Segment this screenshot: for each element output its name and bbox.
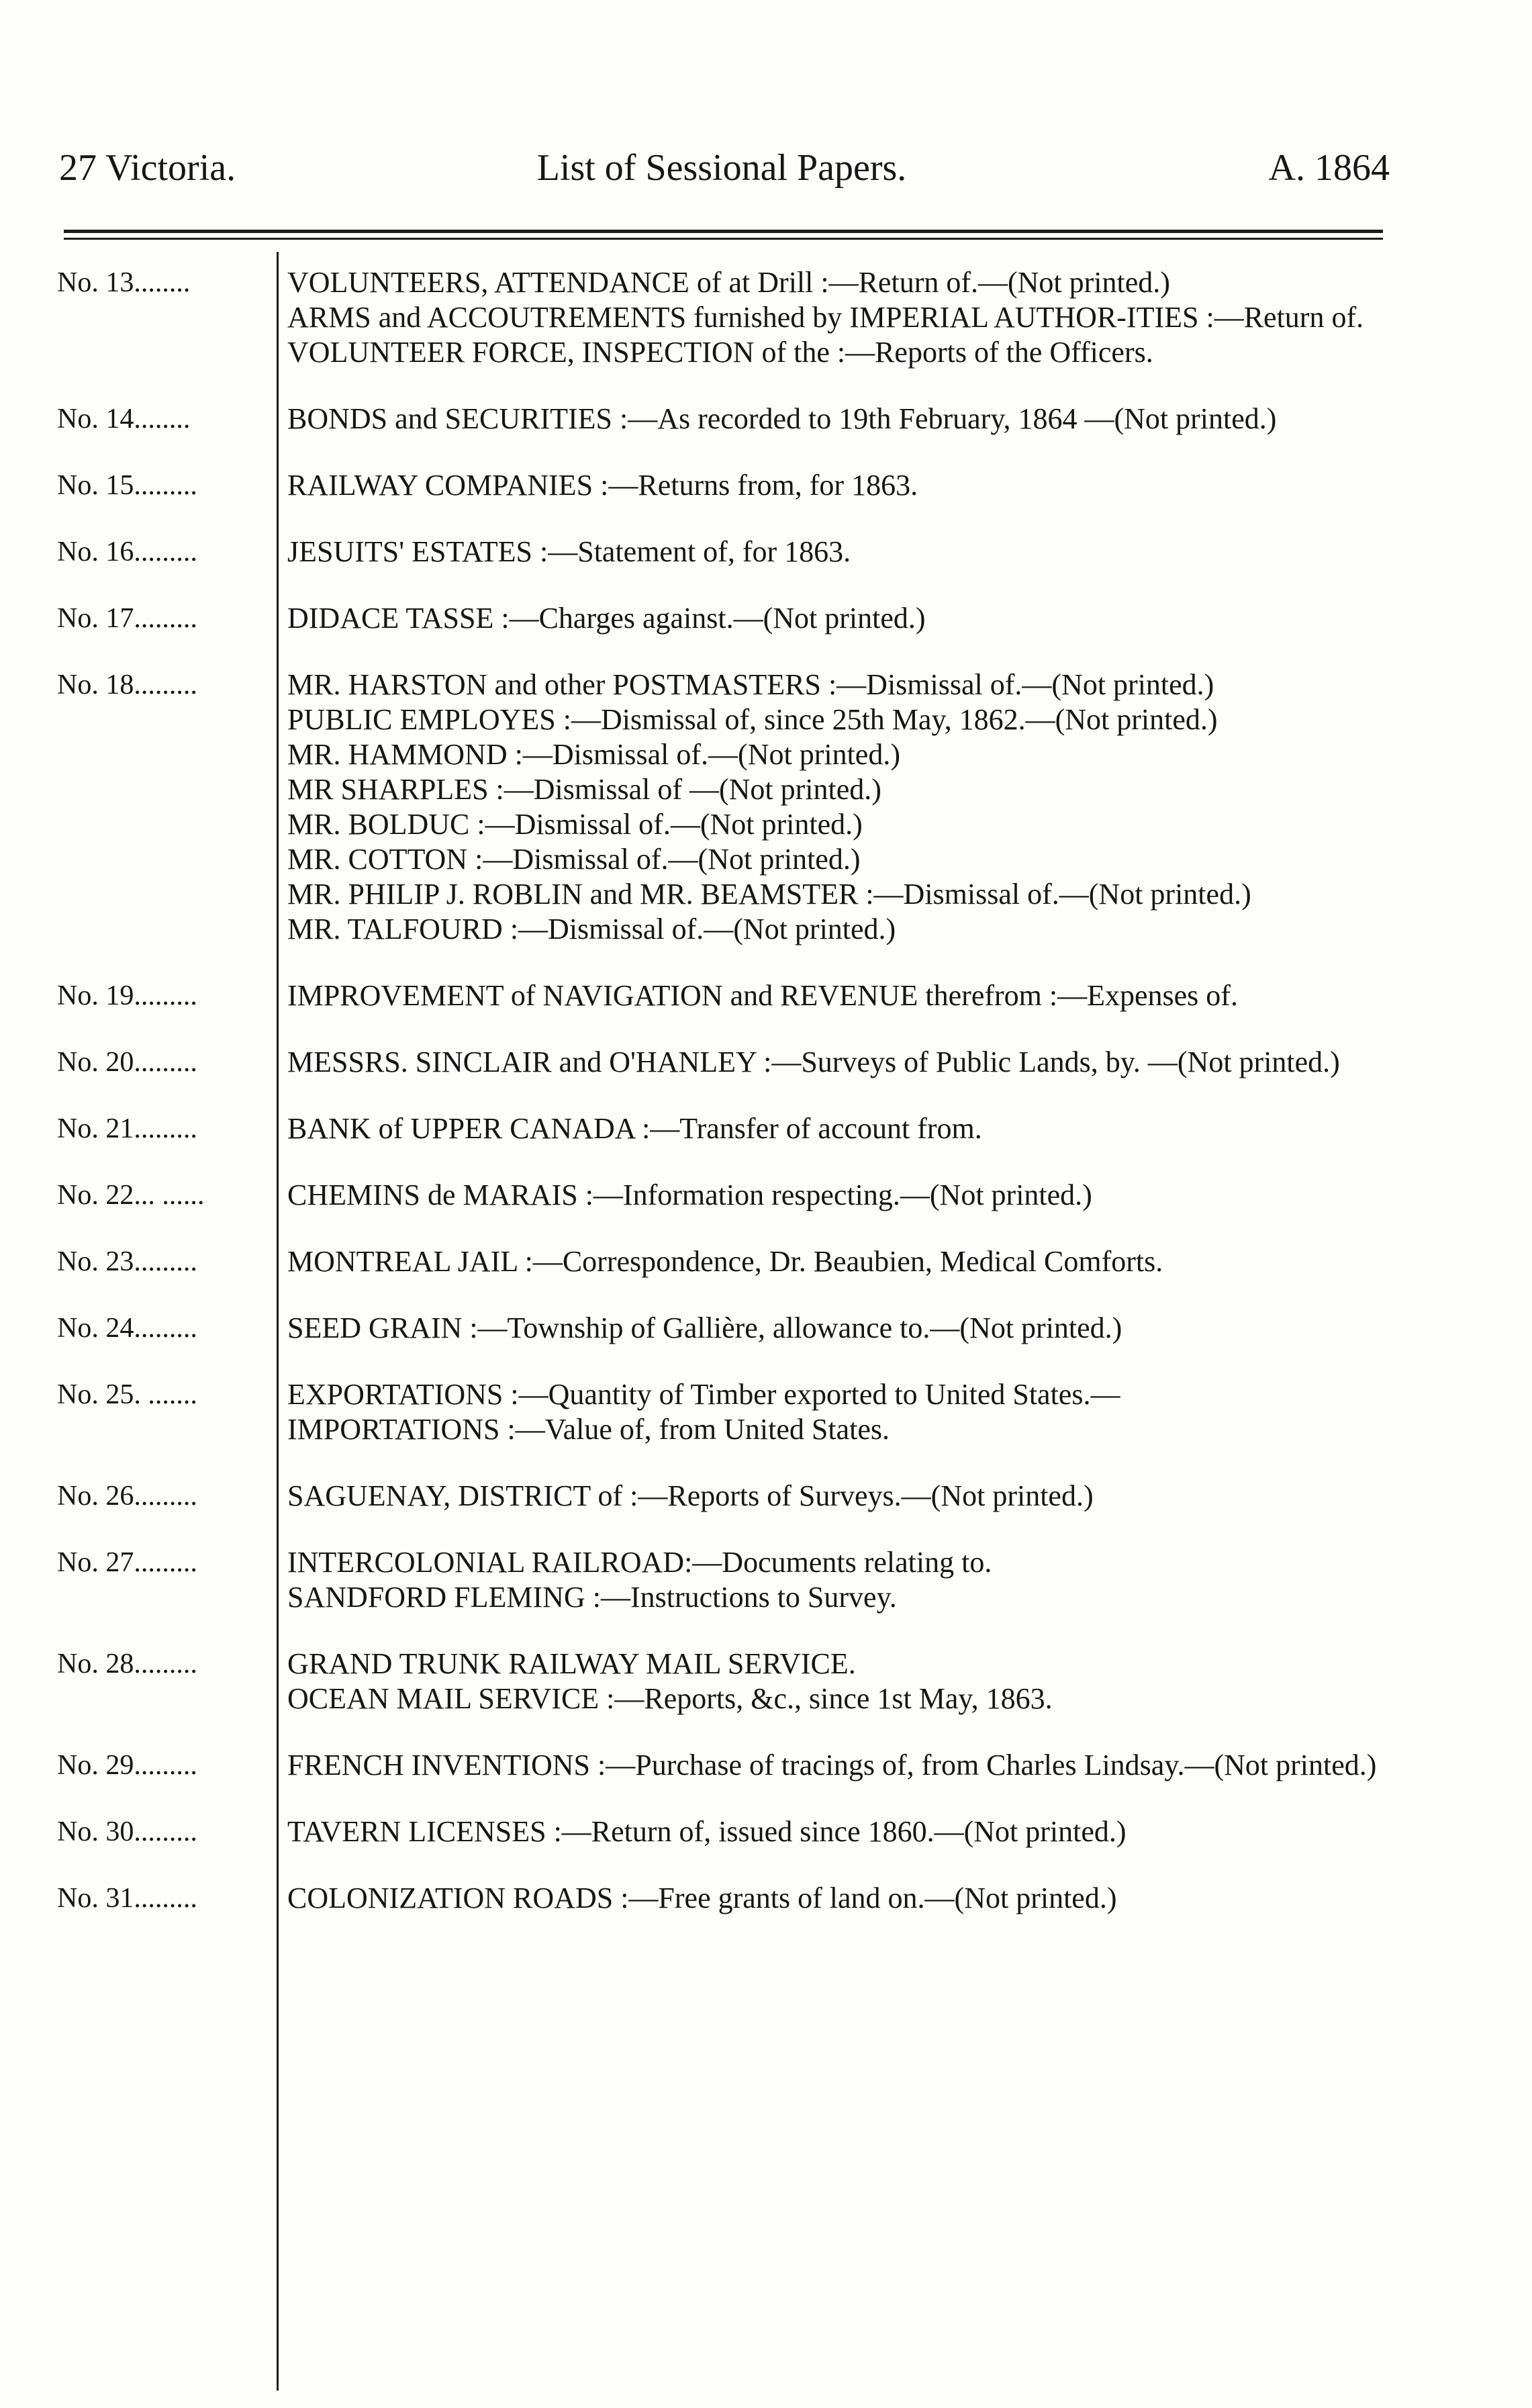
paper-item: PUBLIC EMPLOYES :—Dismissal of, since 25th May, 1862.—(Not printed.) — [287, 703, 1218, 736]
paper-item: MR. PHILIP J. ROBLIN and MR. BEAMSTER :—Dismissal of.—(Not printed.) — [287, 878, 1251, 911]
paper-number: No. 18......... — [57, 669, 197, 700]
paper-description — [287, 535, 1398, 569]
paper-number: No. 28......... — [57, 1649, 197, 1679]
paper-number: No. 14........ — [57, 404, 191, 434]
paper-item: VOLUNTEERS, ATTENDANCE of at Drill :—Return of.—(Not printed.) — [287, 266, 1170, 299]
paper-number: No. 31......... — [57, 1883, 197, 1914]
paper-entry — [0, 265, 1532, 370]
paper-number: No. 26......... — [57, 1481, 197, 1512]
paper-item: JESUITS' ESTATES :—Statement of, for 1863. — [287, 535, 851, 568]
paper-item: COLONIZATION ROADS :—Free grants of land on.—(Not printed.) — [287, 1882, 1117, 1914]
paper-number: No. 23......... — [57, 1246, 197, 1277]
paper-number: No. 30......... — [57, 1816, 197, 1847]
paper-description — [287, 1111, 1398, 1146]
header-session: 27 Victoria. — [59, 147, 236, 189]
paper-description — [287, 1377, 1398, 1447]
paper-number: No. 13........ — [57, 267, 191, 298]
paper-number: No. 16......... — [57, 537, 197, 567]
paper-description — [287, 265, 1398, 370]
paper-item: OCEAN MAIL SERVICE :—Reports, &c., since 1st May, 1863. — [287, 1682, 1053, 1715]
paper-entry — [0, 1111, 1532, 1146]
paper-description — [287, 1045, 1398, 1080]
header-rule-bottom — [64, 238, 1383, 240]
paper-number: No. 17......... — [57, 603, 197, 634]
paper-number: No. 20......... — [57, 1047, 197, 1078]
paper-description — [287, 1748, 1398, 1783]
paper-item: BONDS and SECURITIES :—As recorded to 19th February, 1864 —(Not printed.) — [287, 402, 1277, 435]
paper-item: SEED GRAIN :—Township of Gallière, allowance to.—(Not printed.) — [287, 1311, 1122, 1344]
paper-entry — [0, 1377, 1532, 1447]
paper-item: BANK of UPPER CANADA :—Transfer of account from. — [287, 1112, 982, 1145]
paper-description — [287, 1545, 1398, 1615]
paper-number: No. 29......... — [57, 1750, 197, 1781]
paper-entry — [0, 535, 1532, 569]
paper-entry — [0, 1545, 1532, 1615]
paper-item: DIDACE TASSE :—Charges against.—(Not printed.) — [287, 602, 926, 635]
paper-entry — [0, 1748, 1532, 1783]
paper-number: No. 24......... — [57, 1313, 197, 1344]
paper-item: MR. HAMMOND :—Dismissal of.—(Not printed.) — [287, 738, 900, 771]
paper-entry — [0, 1244, 1532, 1279]
header-rule-top — [64, 230, 1383, 233]
paper-item: RAILWAY COMPANIES :—Returns from, for 1863. — [287, 469, 918, 502]
paper-item: INTERCOLONIAL RAILROAD:—Documents relating to. — [287, 1546, 992, 1579]
paper-description — [287, 667, 1398, 947]
paper-entry — [0, 1311, 1532, 1346]
paper-item: MR. BOLDUC :—Dismissal of.—(Not printed.) — [287, 808, 863, 841]
paper-item: TAVERN LICENSES :—Return of, issued since 1860.—(Not printed.) — [287, 1815, 1127, 1848]
paper-entry — [0, 1647, 1532, 1716]
paper-item: IMPORTATIONS :—Value of, from United States. — [287, 1413, 890, 1446]
page-header — [54, 138, 1390, 198]
paper-item: CHEMINS de MARAIS :—Information respecting.—(Not printed.) — [287, 1178, 1092, 1211]
paper-entry — [0, 667, 1532, 947]
paper-item: GRAND TRUNK RAILWAY MAIL SERVICE. — [287, 1647, 856, 1680]
paper-item: ARMS and ACCOUTREMENTS furnished by IMPERIAL AUTHOR-ITIES :—Return of. — [287, 301, 1364, 334]
paper-item: MR SHARPLES :—Dismissal of —(Not printed.) — [287, 773, 881, 806]
paper-item: MESSRS. SINCLAIR and O'HANLEY :—Surveys of Public Lands, by. —(Not printed.) — [287, 1046, 1340, 1078]
paper-number: No. 25. ....... — [57, 1379, 197, 1410]
paper-entry — [0, 1814, 1532, 1849]
sessional-papers-list — [0, 265, 1532, 1947]
paper-description — [287, 1479, 1398, 1514]
paper-item: MR. HARSTON and other POSTMASTERS :—Dismissal of.—(Not printed.) — [287, 668, 1214, 701]
paper-description — [287, 1311, 1398, 1346]
paper-description — [287, 1647, 1398, 1716]
page-title: List of Sessional Papers. — [536, 147, 907, 189]
paper-description — [287, 1178, 1398, 1213]
paper-entry — [0, 468, 1532, 503]
paper-entry — [0, 1045, 1532, 1080]
paper-entry — [0, 402, 1532, 436]
paper-entry — [0, 1479, 1532, 1514]
paper-number: No. 27......... — [57, 1547, 197, 1578]
paper-description — [287, 1881, 1398, 1916]
paper-item: MONTREAL JAIL :—Correspondence, Dr. Beaubien, Medical Comforts. — [287, 1245, 1163, 1278]
paper-entry — [0, 1178, 1532, 1213]
paper-item: EXPORTATIONS :—Quantity of Timber exported to United States.— — [287, 1378, 1120, 1411]
paper-item: SANDFORD FLEMING :—Instructions to Survey. — [287, 1581, 897, 1614]
paper-item: VOLUNTEER FORCE, INSPECTION of the :—Reports of the Officers. — [287, 336, 1153, 369]
paper-description — [287, 402, 1398, 436]
paper-number: No. 19......... — [57, 980, 197, 1011]
paper-item: FRENCH INVENTIONS :—Purchase of tracings of, from Charles Lindsay.—(Not printed.) — [287, 1749, 1377, 1781]
paper-description — [287, 978, 1398, 1013]
paper-description — [287, 601, 1398, 636]
paper-number: No. 21......... — [57, 1113, 197, 1144]
paper-description — [287, 468, 1398, 503]
paper-item: SAGUENAY, DISTRICT of :—Reports of Surveys.—(Not printed.) — [287, 1479, 1094, 1512]
paper-item: IMPROVEMENT of NAVIGATION and REVENUE therefrom :—Expenses of. — [287, 979, 1238, 1012]
paper-entry — [0, 1881, 1532, 1916]
paper-item: MR. COTTON :—Dismissal of.—(Not printed.) — [287, 843, 861, 876]
paper-number: No. 15......... — [57, 470, 197, 501]
header-year: A. 1864 — [1268, 147, 1390, 189]
paper-entry — [0, 601, 1532, 636]
paper-description — [287, 1814, 1398, 1849]
paper-description — [287, 1244, 1398, 1279]
paper-item: MR. TALFOURD :—Dismissal of.—(Not printed.) — [287, 913, 896, 945]
paper-entry — [0, 978, 1532, 1013]
paper-number: No. 22... ...... — [57, 1180, 205, 1211]
